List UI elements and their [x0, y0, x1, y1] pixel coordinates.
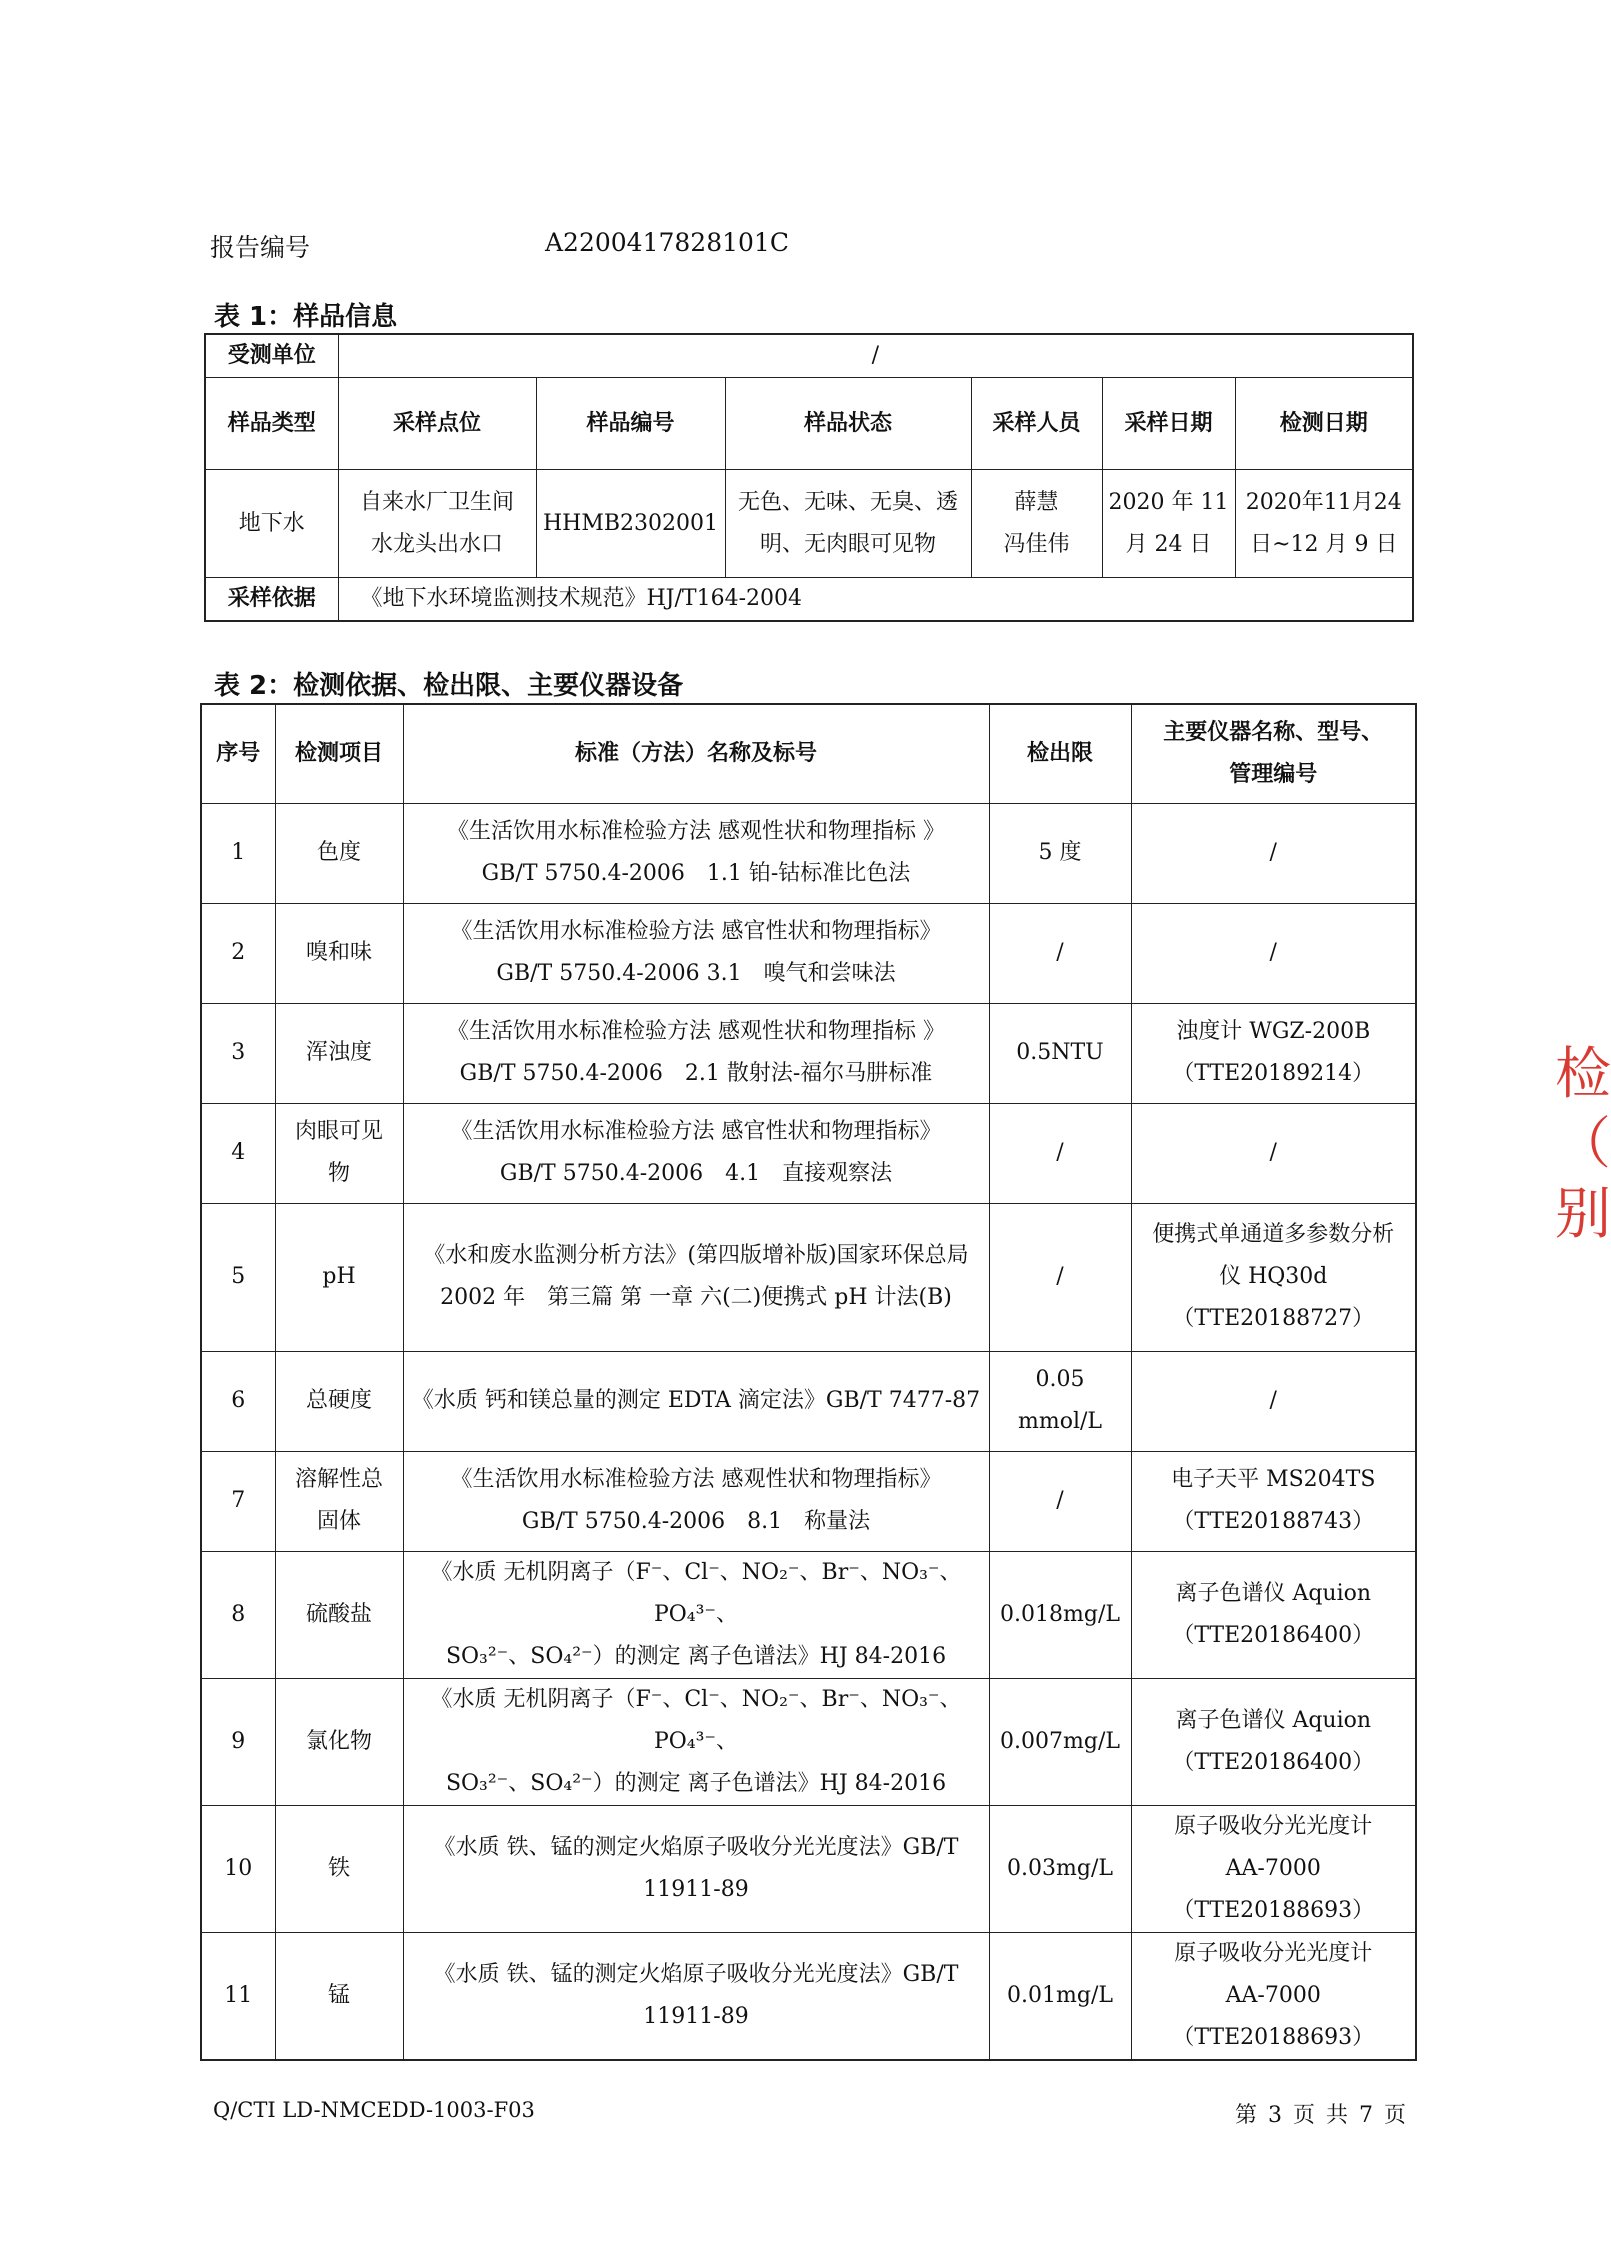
row-item: [275, 1551, 403, 1678]
sample-state-line: 明、无肉眼可见物: [759, 531, 936, 557]
row-standard-line: GB/T 5750.4-2006 2.1 散射法-福尔马肼标准: [459, 1061, 933, 1086]
row-no: 11: [201, 1932, 275, 2060]
row-instrument-line: （TTE20186400）: [1172, 1622, 1375, 1648]
row-item: [275, 1103, 403, 1203]
row-standard-line: 《生活饮用水标准检验方法 感官性状和物理指标》: [450, 1119, 942, 1144]
row-item-line: 总硬度: [305, 1388, 372, 1413]
header-sample-id: 样品编号: [536, 378, 725, 470]
header-sample-location: 采样点位: [338, 378, 536, 470]
header-standard: 标准（方法）名称及标号: [403, 704, 989, 803]
unit-label: 受测单位: [205, 334, 338, 378]
header-sample-type: 样品类型: [205, 378, 338, 470]
header-limit: 检出限: [989, 704, 1131, 803]
table1-caption: 表 1：样品信息: [214, 302, 398, 332]
row-standard-line: 《水质 无机阴离子（F⁻、Cl⁻、NO₂⁻、Br⁻、NO₃⁻、PO₄³⁻、: [430, 1559, 962, 1627]
table-row: [201, 1805, 1416, 1932]
row-instrument: [1131, 1678, 1416, 1805]
row-instrument: [1131, 1203, 1416, 1351]
row-item: [275, 1678, 403, 1805]
table-row: [201, 903, 1416, 1003]
row-standard-line: 《生活饮用水标准检验方法 感官性状和物理指标》: [450, 919, 942, 944]
sample-state: [725, 470, 971, 578]
row-instrument-line: 离子色谱仪 Aquion: [1175, 1580, 1372, 1606]
header-sample-date: 采样日期: [1102, 378, 1235, 470]
table2-caption: 表 2：检测依据、检出限、主要仪器设备: [214, 671, 684, 701]
sample-date-line: 2020 年 11: [1108, 489, 1229, 515]
row-item-line: 氯化物: [305, 1728, 372, 1754]
row-instrument: [1131, 1451, 1416, 1551]
row-standard: [403, 1551, 989, 1678]
row-limit-line: 5 度: [1038, 840, 1082, 865]
row-instrument-line: （TTE20189214）: [1172, 1061, 1375, 1086]
row-standard-line: GB/T 5750.4-2006 4.1 直接观察法: [499, 1161, 893, 1186]
report-number: [210, 228, 789, 264]
row-no: 2: [201, 903, 275, 1003]
row-standard-line: 《水质 铁、锰的测定火焰原子吸收分光光度法》GB/T: [433, 1834, 959, 1860]
seal-stamp: [1555, 1040, 1611, 1340]
row-limit: [989, 1003, 1131, 1103]
row-item: [275, 1805, 403, 1932]
row-item: [275, 803, 403, 903]
table-row: [201, 1678, 1416, 1805]
row-item-line: 铁: [327, 1855, 350, 1881]
row-limit-line: 0.03mg/L: [1007, 1855, 1113, 1881]
row-instrument-line: /: [1269, 1388, 1277, 1413]
sample-location-line: 自来水厂卫生间: [359, 489, 514, 515]
row-limit: [989, 1103, 1131, 1203]
row-limit-line: /: [1056, 1264, 1064, 1289]
row-item: [275, 1351, 403, 1451]
row-standard: [403, 1003, 989, 1103]
row-instrument: [1131, 803, 1416, 903]
row-instrument-line: 电子天平 MS204TS: [1171, 1467, 1376, 1492]
row-instrument-line: /: [1269, 940, 1277, 965]
samplers: [971, 470, 1102, 578]
row-standard: [403, 1932, 989, 2060]
table-row: [201, 1551, 1416, 1678]
report-number-label: 报告编号: [210, 233, 311, 262]
row-standard-line: 《水质 钙和镁总量的测定 EDTA 滴定法》GB/T 7477-87: [411, 1388, 981, 1413]
row-no: 1: [201, 803, 275, 903]
row-no: 10: [201, 1805, 275, 1932]
row-item: [275, 1451, 403, 1551]
row-limit-line: 0.01mg/L: [1007, 1982, 1113, 2008]
row-item-line: 物: [327, 1161, 350, 1186]
page-number: 第 3 页 共 7 页: [1235, 2103, 1408, 2128]
row-no: 4: [201, 1103, 275, 1203]
row-limit-line: /: [1056, 940, 1064, 965]
row-item-line: 浑浊度: [305, 1040, 372, 1065]
header-item: 检测项目: [275, 704, 403, 803]
row-item-line: 锰: [327, 1982, 350, 2008]
row-instrument-line: （TTE20186400）: [1172, 1749, 1375, 1775]
row-standard-line: SO₃²⁻、SO₄²⁻）的测定 离子色谱法》HJ 84-2016: [445, 1643, 947, 1669]
row-limit-line: 0.018mg/L: [1000, 1601, 1120, 1627]
sample-location: [338, 470, 536, 578]
row-standard-line: 《生活饮用水标准检验方法 感观性状和物理指标》: [450, 1467, 942, 1492]
row-limit-line: 0.007mg/L: [1000, 1728, 1120, 1754]
row-instrument: [1131, 1805, 1416, 1932]
row-no: 8: [201, 1551, 275, 1678]
row-standard-line: 《生活饮用水标准检验方法 感观性状和物理指标 》: [447, 819, 945, 844]
row-limit: [989, 1551, 1131, 1678]
row-item-line: 固体: [316, 1509, 361, 1534]
row-standard: [403, 1203, 989, 1351]
header-samplers: 采样人员: [971, 378, 1102, 470]
document-code: Q/CTI LD-NMCEDD-1003-F03: [213, 2098, 535, 2122]
stamp-char: 别: [1555, 1182, 1611, 1247]
row-limit: [989, 803, 1131, 903]
row-instrument: [1131, 1003, 1416, 1103]
basis-value: 《地下水环境监测技术规范》HJ/T164-2004: [338, 578, 1413, 622]
table-row: [201, 1103, 1416, 1203]
row-instrument-line: 浊度计 WGZ-200B: [1176, 1019, 1371, 1044]
sample-date-line: 月 24 日: [1125, 531, 1212, 557]
row-item-line: 硫酸盐: [305, 1601, 372, 1627]
row-standard: [403, 1103, 989, 1203]
row-standard-line: 《水和废水监测分析方法》(第四版增补版)国家环保总局: [423, 1243, 969, 1268]
header-instrument-line: 管理编号: [1229, 761, 1318, 787]
table-row: [201, 803, 1416, 903]
header-no: 序号: [201, 704, 275, 803]
unit-value: /: [338, 334, 1413, 378]
row-item-line: 嗅和味: [305, 940, 372, 965]
row-instrument-line: 原子吸收分光光度计: [1174, 1940, 1373, 1966]
row-limit-line: 0.5NTU: [1016, 1040, 1104, 1065]
stamp-char: 检: [1555, 1042, 1611, 1107]
header-instrument: [1131, 704, 1416, 803]
row-standard: [403, 1678, 989, 1805]
row-limit-line: /: [1056, 1140, 1064, 1165]
row-limit: [989, 1203, 1131, 1351]
row-standard: [403, 903, 989, 1003]
sample-id: HHMB2302001: [536, 470, 725, 578]
row-instrument: [1131, 1351, 1416, 1451]
row-limit: [989, 1805, 1131, 1932]
row-instrument: [1131, 903, 1416, 1003]
table-row: [201, 1203, 1416, 1351]
row-instrument-line: 离子色谱仪 Aquion: [1175, 1707, 1372, 1733]
row-standard: [403, 1805, 989, 1932]
method-table: [200, 703, 1417, 2061]
row-limit: [989, 1932, 1131, 2060]
stamp-char: （: [1555, 1112, 1611, 1177]
test-date-line: 日~12 月 9 日: [1250, 531, 1398, 557]
row-limit: [989, 1678, 1131, 1805]
row-standard: [403, 1451, 989, 1551]
header-sample-state: 样品状态: [725, 378, 971, 470]
row-instrument-line: /: [1269, 840, 1277, 865]
report-number-value: A2200417828101C: [545, 228, 789, 257]
row-item-line: 溶解性总: [294, 1467, 383, 1492]
row-standard-line: 《生活饮用水标准检验方法 感观性状和物理指标 》: [447, 1019, 945, 1044]
row-limit-line: /: [1056, 1488, 1064, 1513]
sampler-name: 冯佳伟: [1003, 531, 1070, 557]
row-instrument: [1131, 1551, 1416, 1678]
table-row: [201, 1932, 1416, 2060]
row-limit-line: 0.05: [1035, 1367, 1085, 1392]
row-item: [275, 903, 403, 1003]
row-instrument-line: AA-7000（TTE20188693）: [1172, 1982, 1375, 2050]
row-no: 9: [201, 1678, 275, 1805]
row-standard-line: 11911-89: [643, 1876, 749, 1902]
sample-location-line: 水龙头出水口: [370, 531, 503, 557]
row-standard: [403, 1351, 989, 1451]
row-instrument-line: /: [1269, 1140, 1277, 1165]
row-standard-line: 2002 年 第三篇 第 一章 六(二)便携式 pH 计法(B): [440, 1285, 952, 1310]
table-row: [201, 1451, 1416, 1551]
row-limit-line: mmol/L: [1017, 1409, 1103, 1434]
row-limit: [989, 1351, 1131, 1451]
row-standard-line: 11911-89: [643, 2003, 749, 2029]
sample-info-table: [204, 333, 1414, 622]
row-item-line: 肉眼可见: [294, 1119, 383, 1144]
row-standard: [403, 803, 989, 903]
table-row: [201, 1003, 1416, 1103]
row-instrument: [1131, 1103, 1416, 1203]
test-date: [1235, 470, 1413, 578]
row-no: 3: [201, 1003, 275, 1103]
row-item: [275, 1203, 403, 1351]
row-no: 7: [201, 1451, 275, 1551]
row-instrument-line: AA-7000（TTE20188693）: [1172, 1855, 1375, 1923]
row-limit: [989, 903, 1131, 1003]
row-standard-line: GB/T 5750.4-2006 8.1 称量法: [521, 1509, 871, 1534]
row-item-line: pH: [322, 1264, 356, 1289]
test-date-line: 2020年11月24: [1245, 489, 1402, 515]
sample-state-line: 无色、无味、无臭、透: [737, 489, 958, 515]
row-instrument: [1131, 1932, 1416, 2060]
row-instrument-line: 便携式单通道多参数分析: [1152, 1222, 1395, 1247]
row-standard-line: GB/T 5750.4-2006 3.1 嗅气和尝味法: [496, 961, 896, 986]
row-limit: [989, 1451, 1131, 1551]
header-test-date: 检测日期: [1235, 378, 1413, 470]
row-standard-line: 《水质 无机阴离子（F⁻、Cl⁻、NO₂⁻、Br⁻、NO₃⁻、PO₄³⁻、: [430, 1686, 962, 1754]
row-item: [275, 1003, 403, 1103]
sample-type: 地下水: [205, 470, 338, 578]
sample-date: [1102, 470, 1235, 578]
row-instrument-line: 仪 HQ30d（TTE20188727）: [1172, 1264, 1375, 1331]
row-item-line: 色度: [316, 840, 361, 865]
row-instrument-line: 原子吸收分光光度计: [1174, 1813, 1373, 1839]
row-standard-line: 《水质 铁、锰的测定火焰原子吸收分光光度法》GB/T: [433, 1961, 959, 1987]
table-row: [201, 1351, 1416, 1451]
row-standard-line: GB/T 5750.4-2006 1.1 铂-钴标准比色法: [481, 861, 911, 886]
row-no: 5: [201, 1203, 275, 1351]
sampler-name: 薛慧: [1014, 489, 1059, 515]
row-instrument-line: （TTE20188743）: [1172, 1509, 1375, 1534]
header-instrument-line: 主要仪器名称、型号、: [1163, 719, 1384, 745]
row-standard-line: SO₃²⁻、SO₄²⁻）的测定 离子色谱法》HJ 84-2016: [445, 1770, 947, 1796]
row-item: [275, 1932, 403, 2060]
basis-label: 采样依据: [205, 578, 338, 622]
row-no: 6: [201, 1351, 275, 1451]
